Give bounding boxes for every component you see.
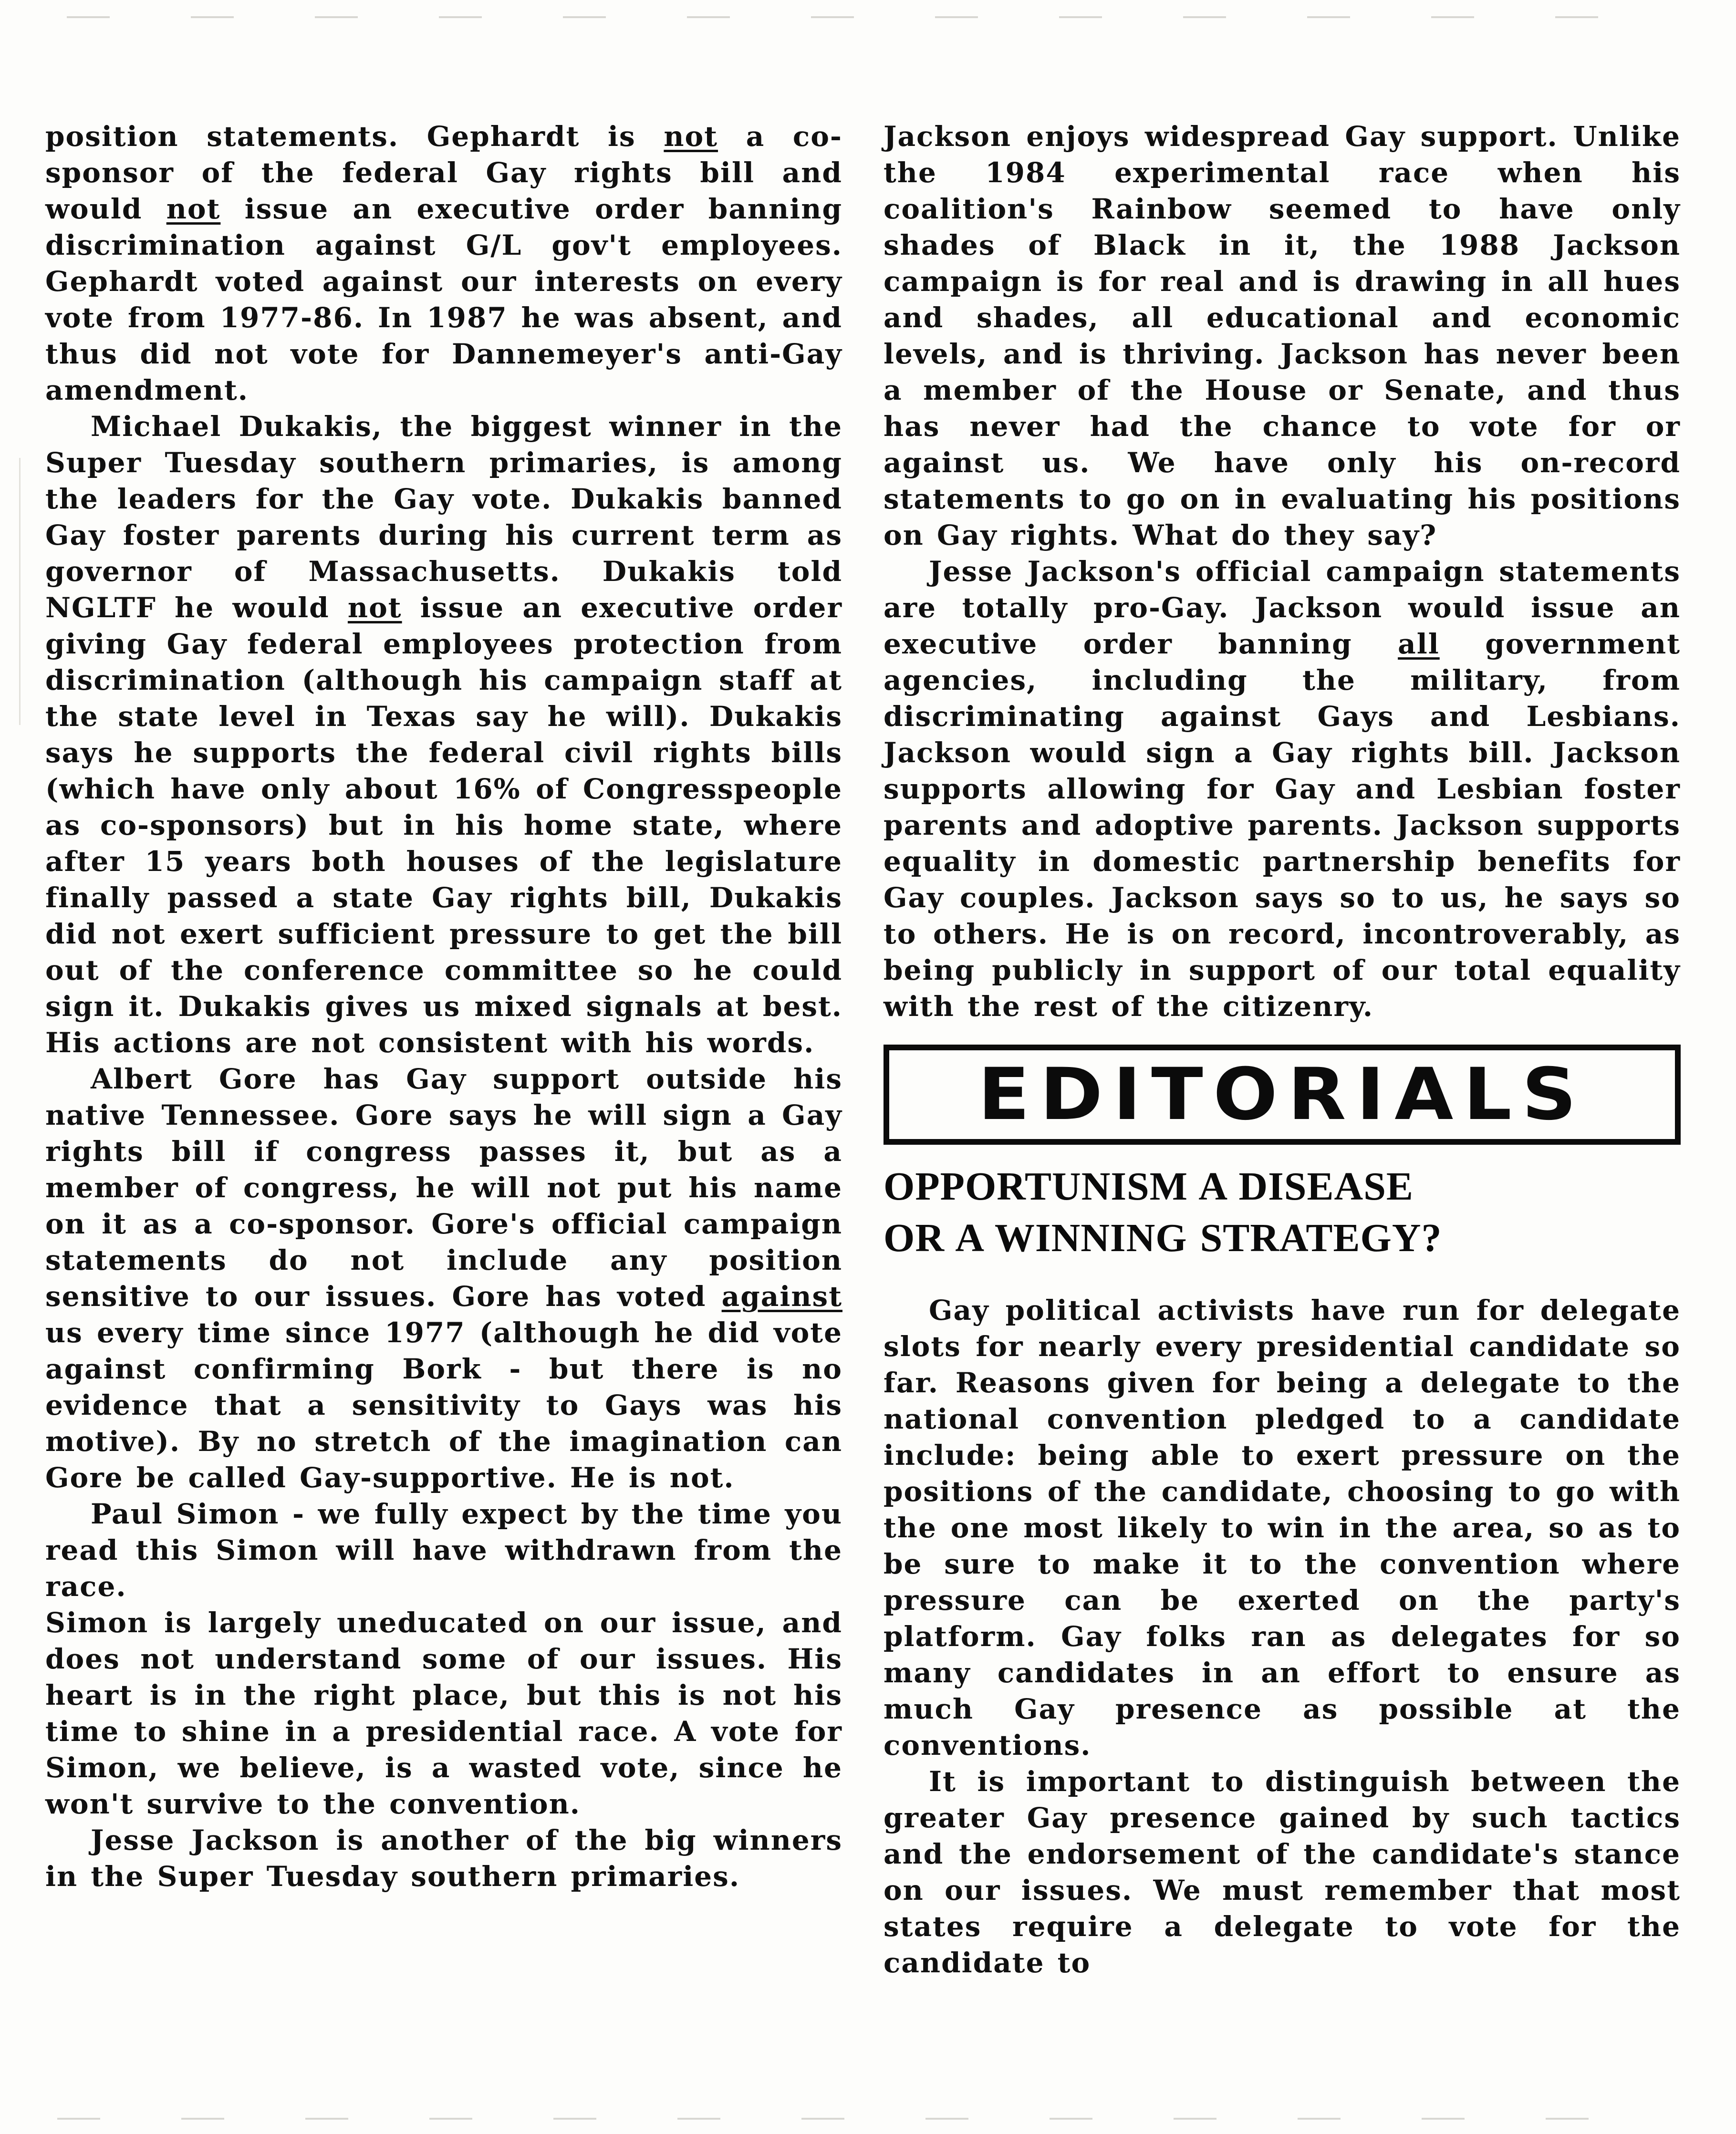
article-body <box>45 118 1681 1981</box>
text-run: Simon is largely uneducated on our issue, and does not understand some of our issues. His heart is in the right place, but this is not his time to shine in a presidential race. A vote for Simon, we believe, is a wasted vote, since he won't survive to the convention. <box>45 1606 842 1820</box>
text-run: It is important to distinguish between the greater Gay presence gained by such tactics and the endorsement of the candidate's stance on our issues. We must remember that most states require a delegate to vote for the candidate to <box>884 1765 1681 1979</box>
paragraph <box>45 1496 842 1605</box>
paragraph <box>45 1605 842 1822</box>
column-right-top-paragraphs <box>884 118 1681 1025</box>
text-run: government agencies, including the military, from discriminating against Gays and Lesbians. Jackson would sign a Gay rights bill. Jackson supports allowing for Gay and Lesbian foster parents and adoptive parents. Jackson supports equality in domestic partnership benefits for Gay couples. Jackson says so to us, he says so to others. He is on record, incontroverably, as being publicly in support of our total equality with the rest of the citizenry. <box>884 628 1681 1023</box>
scan-artifact-bottom <box>57 2118 1670 2120</box>
text-run: Michael Dukakis, the biggest winner in the Super Tuesday southern primaries, is among the leaders for the Gay vote. Dukakis banned Gay foster parents during his current term as governor of Massachusetts. Dukakis told NGLTF he would <box>45 410 842 624</box>
text-run: Jesse Jackson's official campaign statements are totally pro-Gay. Jackson would issue an executive order banning <box>884 555 1681 660</box>
paragraph <box>884 1292 1681 1763</box>
paragraph <box>45 1822 842 1895</box>
text-run: issue an executive order giving Gay federal employees protection from discrimination (although his campaign staff at the state level in Texas say he will). Dukakis says he supports the federal civil rights bills (which have only about 16% of Congresspeople as co-sponsors) but in his home state, where after 15 years both houses of the legislature finally passed a state Gay rights bill, Dukakis did not exert sufficient pressure to get the bill out of the conference committee so he could sign it. Dukakis gives us mixed signals at best. His actions are not consistent with his words. <box>45 591 842 1059</box>
paragraph <box>884 118 1681 553</box>
paragraph <box>45 408 842 1061</box>
underlined-word: not <box>166 193 221 225</box>
text-run: Paul Simon - we fully expect by the time you read this Simon will have withdrawn from the race. <box>45 1498 842 1603</box>
column-right <box>884 118 1681 1981</box>
text-run: Gay political activists have run for delegate slots for nearly every presidential candidate so far. Reasons given for being a delegate to the national convention pledged to a candidate include: being able to exert pressure on the positions of the candidate, choosing to go with the one most likely to win in the area, so as to be sure to make it to the convention where pressure can be exerted on the party's platform. Gay folks ran as delegates for so many candidates in an effort to ensure as much Gay presence as possible at the conventions. <box>884 1294 1681 1762</box>
paragraph <box>884 1763 1681 1981</box>
editorial-headline-line2: OR A WINNING STRATEGY? <box>884 1215 1442 1260</box>
text-run: Jesse Jackson is another of the big winners in the Super Tuesday southern primaries. <box>45 1824 842 1893</box>
underlined-word: not <box>347 591 402 624</box>
paragraph <box>45 1061 842 1496</box>
underlined-word: not <box>664 120 718 153</box>
editorials-section-banner <box>884 1045 1681 1145</box>
paragraph <box>45 118 842 408</box>
scan-artifact-top <box>67 16 1655 18</box>
underlined-word: all <box>1398 628 1440 660</box>
text-run: position statements. Gephardt is <box>45 120 664 153</box>
text-run: Albert Gore has Gay support outside his native Tennessee. Gore says he will sign a Gay rights bill if congress passes it, but as a member of congress, he will not put his name on it as a co-sponsor. Gore's official campaign statements do not include any position sensitive to our issues. Gore has voted <box>45 1063 842 1313</box>
paragraph <box>884 553 1681 1025</box>
text-run: a co-sponsor of the federal Gay rights bill and would <box>45 120 843 225</box>
text-run: issue an executive order banning discrimination against G/L gov't employees. Gephardt voted against our interests on every vote from 1977-86. In 1987 he was absent, and thus did not vote for Dannemeyer's anti-Gay amendment. <box>45 193 842 406</box>
editorial-headline <box>884 1161 1681 1264</box>
editorial-headline-line1: OPPORTUNISM A DISEASE <box>884 1164 1414 1209</box>
scan-artifact-left-edge <box>19 458 21 725</box>
text-run: us every time since 1977 (although he did vote against confirming Bork - but there is no evidence that a sensitivity to Gays was his motive). By no stretch of the imagination can Gore be called Gay-supportive. He is not. <box>45 1316 842 1494</box>
editorials-banner-label: EDITORIALS <box>977 1053 1587 1136</box>
column-right-bottom-paragraphs <box>884 1292 1681 1981</box>
column-left <box>45 118 842 1981</box>
text-run: Jackson enjoys widespread Gay support. Unlike the 1984 experimental race when his coalition's Rainbow seemed to have only shades of Black in it, the 1988 Jackson campaign is for real and is drawing in all hues and shades, all educational and economic levels, and is thriving. Jackson has never been a member of the House or Senate, and thus has never had the chance to vote for or against us. We have only his on-record statements to go on in evaluating his positions on Gay rights. What do they say? <box>884 120 1681 551</box>
underlined-word: against <box>721 1280 842 1313</box>
